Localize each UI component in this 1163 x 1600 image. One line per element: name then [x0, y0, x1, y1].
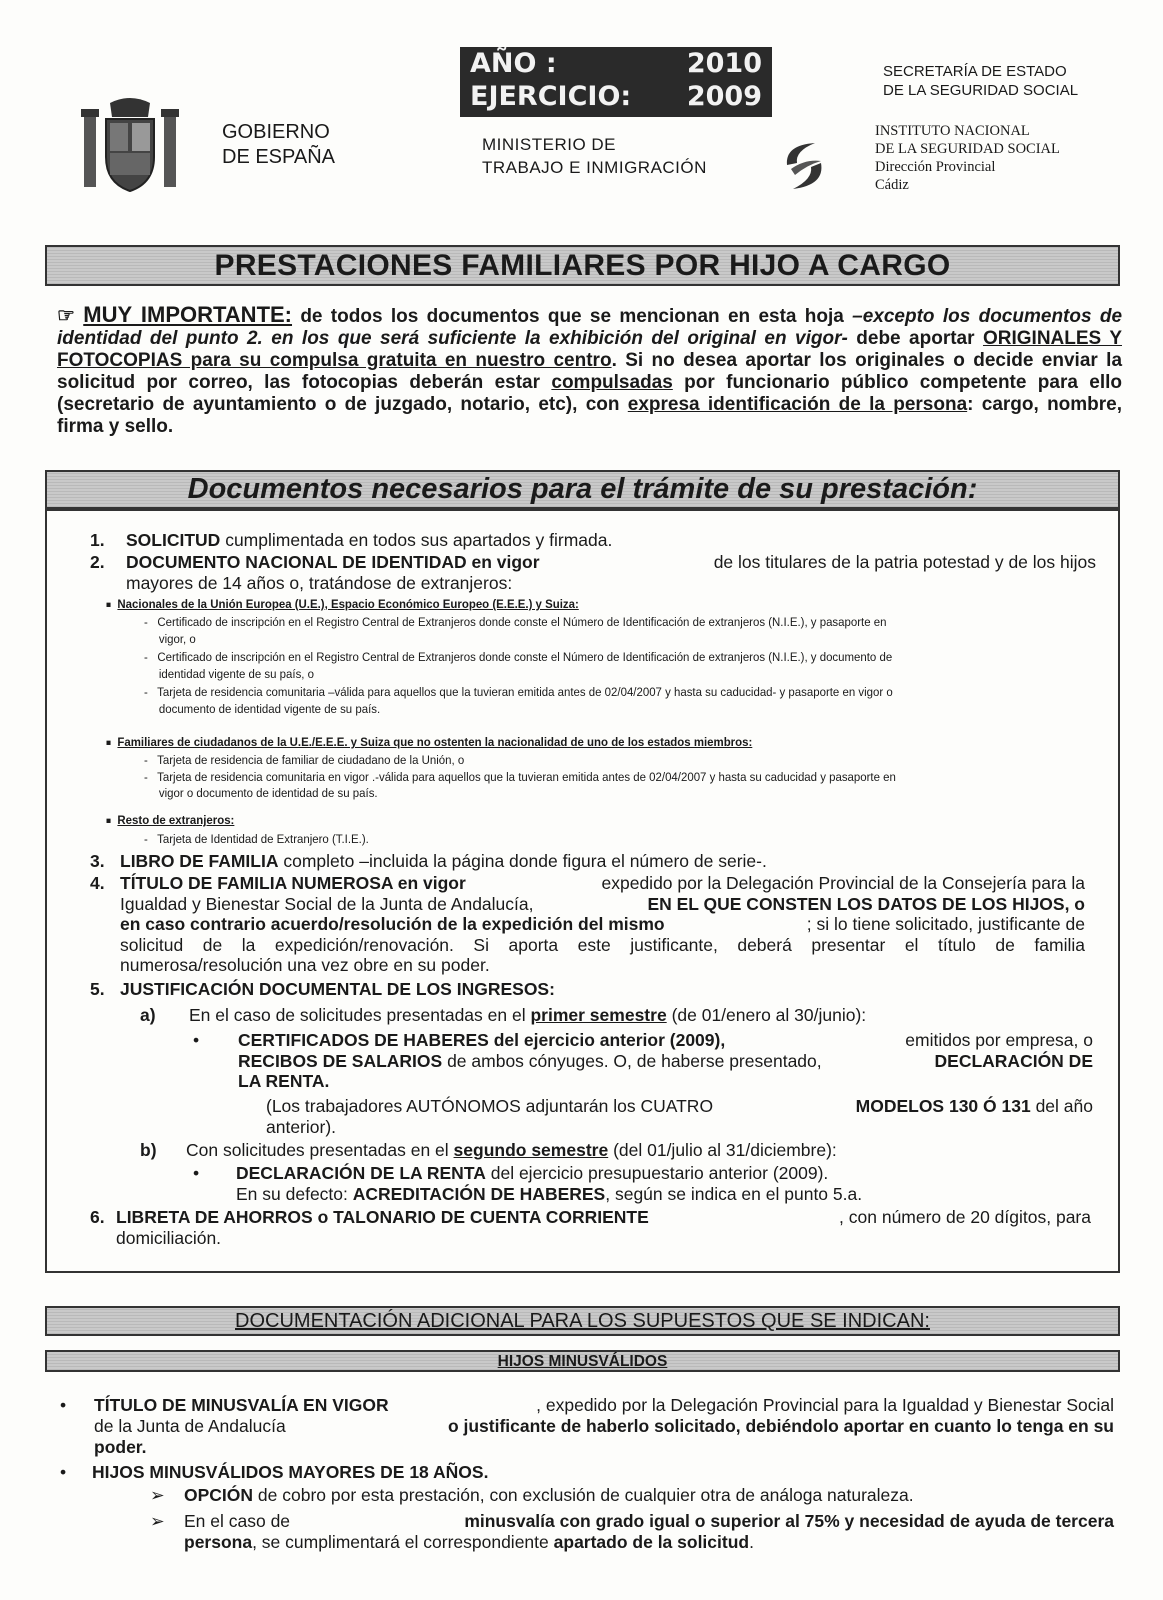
- minusvalia-75: En el caso de minusvalía con grado igual o superior al 75% y necesidad de ayuda de tercera persona, se cumplimentará el correspondiente apartado de la solicitud.: [184, 1511, 1114, 1552]
- seguridad-social-logo-icon: [775, 135, 835, 195]
- item-3-num: 3.: [90, 851, 105, 871]
- additional-title: DOCUMENTACIÓN ADICIONAL PARA LOS SUPUESTOS QUE SE INDICAN:: [45, 1306, 1120, 1336]
- item-4-text: TÍTULO DE FAMILIA NUMEROSA en vigor expedido por la Delegación Provincial de la Consejería para la Igualdad y Bienestar Social de la Junta de Andalucía, EN EL QUE CONSTEN LOS DATOS DE LOS HIJOS, o en caso contrario acuerdo/resolución de la expedición del mismo ; si lo tiene solicitado, justificante de solicitud de la expedición/renovación. Si aporta este justificante, deberá presentar el título de familia numerosa/resolución una vez obre en su poder.: [120, 873, 1085, 975]
- item-4-num: 4.: [90, 873, 105, 893]
- bullet-icon: •: [60, 1462, 67, 1482]
- subsection-resto-list: - Tarjeta de Identidad de Extranjero (T.I.E.).: [144, 832, 369, 846]
- subsection-eu: ■ Nacionales de la Unión Europea (U.E.), Espacio Económico Europeo (E.E.E.) y Suiza:: [106, 597, 579, 611]
- subsection-resto: ■ Resto de extranjeros:: [106, 813, 235, 827]
- item-1: 1.: [90, 530, 105, 550]
- opcion-cobro: OPCIÓN de cobro por esta prestación, con exclusión de cualquier otra de análoga naturaleza.: [184, 1485, 914, 1505]
- item-5b-text: Con solicitudes presentadas en el segundo semestre (del 01/julio al 31/diciembre):: [186, 1140, 837, 1160]
- page-title: PRESTACIONES FAMILIARES POR HIJO A CARGO: [45, 245, 1120, 286]
- gobierno-de-espana: GOBIERNO DE ESPAÑA: [222, 121, 335, 168]
- arrow-icon: ➢: [150, 1511, 165, 1531]
- bullet-icon: •: [193, 1030, 200, 1050]
- item-3-text: LIBRO DE FAMILIA completo –incluida la página donde figura el número de serie-.: [120, 851, 767, 871]
- documents-title: Documentos necesarios para el trámite de su prestación:: [45, 470, 1120, 509]
- subsection-familiares-list: - Tarjeta de residencia de familiar de ciudadano de la Unión, o - Tarjeta de residencia comunitaria en vigor .-válida para aquellos que la tuvieran emitida antes de 02/04/2007 y hasta su caducidad y pasaporte en vigor o documento de identidad de su país.: [144, 753, 896, 800]
- item-5a-note: (Los trabajadores AUTÓNOMOS adjuntarán los CUATRO MODELOS 130 Ó 131 del año anterior).: [266, 1096, 1093, 1137]
- minusvalidos-title: HIJOS MINUSVÁLIDOS: [45, 1350, 1120, 1372]
- item-6-text: LIBRETA DE AHORROS o TALONARIO DE CUENTA CORRIENTE , con número de 20 dígitos, para domiciliación.: [116, 1207, 1091, 1248]
- titulo-minusvalia: TÍTULO DE MINUSVALÍA EN VIGOR , expedido por la Delegación Provincial para la Igualdad y Bienestar Social de la Junta de Andalucía o justificante de haberlo solicitado, debiéndolo aportar en cuanto lo tenga en su poder.: [94, 1395, 1114, 1457]
- year-box: AÑO : 2010 EJERCICIO: 2009: [460, 47, 772, 117]
- hand-pointer-icon: ☞: [57, 305, 75, 327]
- item-5-text: JUSTIFICACIÓN DOCUMENTAL DE LOS INGRESOS:: [120, 979, 555, 999]
- bullet-icon: •: [60, 1395, 67, 1415]
- subsection-familiares: ■ Familiares de ciudadanos de la U.E./E.E.E. y Suiza que no ostenten la nacionalidad de uno de los estados miembros:: [106, 735, 753, 749]
- coat-of-arms-icon: [80, 95, 180, 195]
- secretaria: SECRETARÍA DE ESTADO DE LA SEGURIDAD SOCIAL: [883, 63, 1079, 99]
- intro-paragraph: ☞ MUY IMPORTANTE: de todos los documentos que se mencionan en esta hoja –excepto los documentos de identidad del punto 2. en los que será suficiente la exhibición del original en vigor- debe aportar ORIGINALES Y FOTOCOPIAS para su compulsa gratuita en nuestro centro. Si no desea aportar los originales o decide enviar la solicitud por correo, las fotocopias deberán estar compulsadas por funcionario público competente para ello (secretario de ayuntamiento o de juzgado, notario, etc), con expresa identificación de la persona: cargo, nombre, firma y sello.: [57, 302, 1123, 437]
- item-5a-text: En el caso de solicitudes presentadas en el primer semestre (de 01/enero al 30/junio):: [189, 1005, 867, 1025]
- subsection-eu-list: - Certificado de inscripción en el Registro Central de Extranjeros donde conste el Número de Identificación de extranjeros (N.I.E.), y pasaporte en vigor, o - Certificado de inscripción en el Registro Central de Extranjeros donde conste el Número de Identificación de extranjeros (N.I.E.), y documento de identidad vigente de su país, o - Tarjeta de residencia comunitaria –válida para aquellos que la tuvieran emitida antes de 02/04/2007 y hasta su caducidad- y pasaporte en vigor o documento de identidad vigente de su país.: [144, 615, 893, 716]
- bullet-icon: •: [193, 1163, 200, 1183]
- ministerio: MINISTERIO DE TRABAJO E INMIGRACIÓN: [482, 135, 707, 177]
- item-6-num: 6.: [90, 1207, 105, 1227]
- instituto-nacional: INSTITUTO NACIONAL DE LA SEGURIDAD SOCIAL Dirección Provincial Cádiz: [875, 123, 1060, 193]
- item-5a-bullet: CERTIFICADOS DE HABERES del ejercicio anterior (2009), emitidos por empresa, o RECIBOS DE SALARIOS de ambos cónyuges. O, de haberse presentado, DECLARACIÓN DE LA RENTA.: [238, 1030, 1093, 1091]
- item-5b-label: b): [140, 1140, 157, 1160]
- item-1-text: SOLICITUD cumplimentada en todos sus apartados y firmada.: [126, 530, 613, 550]
- hijos-mayores: HIJOS MINUSVÁLIDOS MAYORES DE 18 AÑOS.: [92, 1462, 489, 1482]
- item-2-num: 2.: [90, 552, 105, 572]
- arrow-icon: ➢: [150, 1485, 165, 1505]
- item-2-text: DOCUMENTO NACIONAL DE IDENTIDAD en vigor de los titulares de la patria potestad y de los hijos mayores de 14 años o, tratándose de extranjeros:: [126, 552, 1096, 593]
- item-5a-label: a): [140, 1005, 156, 1025]
- item-5b-bullet: DECLARACIÓN DE LA RENTA del ejercicio presupuestario anterior (2009). En su defecto: ACREDITACIÓN DE HABERES, según se indica en el punto 5.a.: [236, 1163, 863, 1204]
- item-5-num: 5.: [90, 979, 105, 999]
